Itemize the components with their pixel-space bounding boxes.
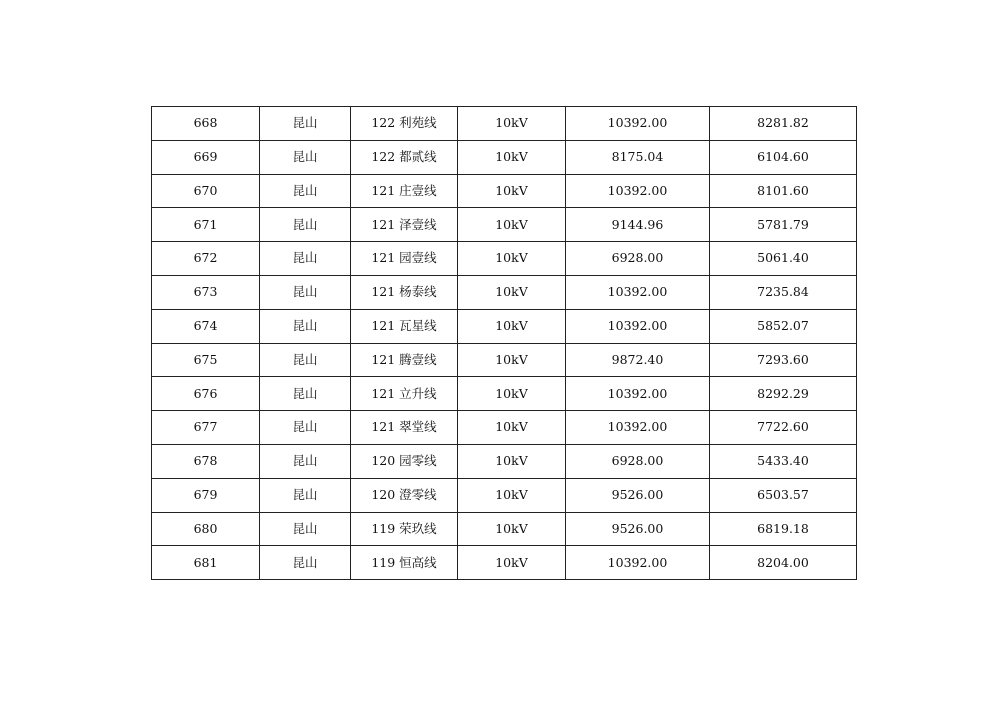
- line-name-cell: 121 杨泰线: [351, 275, 458, 309]
- row-number-cell: 670: [152, 174, 260, 208]
- capacity-cell: 9526.00: [566, 512, 710, 546]
- load-cell: 6104.60: [710, 140, 857, 174]
- capacity-cell: 9144.96: [566, 208, 710, 242]
- table-row: [152, 377, 857, 411]
- table-row: [152, 208, 857, 242]
- load-cell: 5852.07: [710, 309, 857, 343]
- voltage-cell: 10kV: [458, 411, 566, 445]
- voltage-cell: 10kV: [458, 140, 566, 174]
- line-name-cell: 121 立升线: [351, 377, 458, 411]
- line-name-cell: 119 恒高线: [351, 546, 458, 580]
- load-cell: 5433.40: [710, 444, 857, 478]
- line-name-cell: 121 瓦星线: [351, 309, 458, 343]
- line-name-cell: 120 澄零线: [351, 478, 458, 512]
- voltage-cell: 10kV: [458, 546, 566, 580]
- row-number-cell: 678: [152, 444, 260, 478]
- load-cell: 7235.84: [710, 275, 857, 309]
- load-cell: 8101.60: [710, 174, 857, 208]
- row-number-cell: 675: [152, 343, 260, 377]
- voltage-cell: 10kV: [458, 174, 566, 208]
- line-name-cell: 119 荣玖线: [351, 512, 458, 546]
- voltage-cell: 10kV: [458, 208, 566, 242]
- capacity-cell: 6928.00: [566, 444, 710, 478]
- table-row: [152, 343, 857, 377]
- voltage-cell: 10kV: [458, 309, 566, 343]
- line-name-cell: 121 翠堂线: [351, 411, 458, 445]
- area-cell: 昆山: [260, 377, 351, 411]
- line-name-cell: 121 庄壹线: [351, 174, 458, 208]
- capacity-cell: 10392.00: [566, 309, 710, 343]
- load-cell: 8292.29: [710, 377, 857, 411]
- capacity-cell: 8175.04: [566, 140, 710, 174]
- load-cell: 5061.40: [710, 242, 857, 276]
- load-cell: 8281.82: [710, 107, 857, 141]
- area-cell: 昆山: [260, 411, 351, 445]
- table-row: [152, 242, 857, 276]
- voltage-cell: 10kV: [458, 478, 566, 512]
- load-cell: 7722.60: [710, 411, 857, 445]
- row-number-cell: 672: [152, 242, 260, 276]
- line-name-cell: 121 园壹线: [351, 242, 458, 276]
- area-cell: 昆山: [260, 444, 351, 478]
- capacity-cell: 9872.40: [566, 343, 710, 377]
- capacity-cell: 10392.00: [566, 107, 710, 141]
- load-cell: 5781.79: [710, 208, 857, 242]
- voltage-cell: 10kV: [458, 377, 566, 411]
- capacity-cell: 10392.00: [566, 377, 710, 411]
- capacity-cell: 9526.00: [566, 478, 710, 512]
- area-cell: 昆山: [260, 546, 351, 580]
- capacity-cell: 10392.00: [566, 174, 710, 208]
- area-cell: 昆山: [260, 343, 351, 377]
- area-cell: 昆山: [260, 478, 351, 512]
- line-name-cell: 122 都贰线: [351, 140, 458, 174]
- capacity-cell: 6928.00: [566, 242, 710, 276]
- voltage-cell: 10kV: [458, 343, 566, 377]
- line-name-cell: 121 腾壹线: [351, 343, 458, 377]
- table-body: [152, 107, 857, 580]
- row-number-cell: 679: [152, 478, 260, 512]
- load-cell: 8204.00: [710, 546, 857, 580]
- load-cell: 7293.60: [710, 343, 857, 377]
- voltage-cell: 10kV: [458, 242, 566, 276]
- row-number-cell: 680: [152, 512, 260, 546]
- line-name-cell: 120 园零线: [351, 444, 458, 478]
- area-cell: 昆山: [260, 275, 351, 309]
- row-number-cell: 669: [152, 140, 260, 174]
- table-row: [152, 140, 857, 174]
- area-cell: 昆山: [260, 242, 351, 276]
- row-number-cell: 681: [152, 546, 260, 580]
- voltage-cell: 10kV: [458, 107, 566, 141]
- row-number-cell: 673: [152, 275, 260, 309]
- voltage-cell: 10kV: [458, 512, 566, 546]
- capacity-cell: 10392.00: [566, 546, 710, 580]
- row-number-cell: 671: [152, 208, 260, 242]
- line-capacity-table: [151, 106, 857, 580]
- table-row: [152, 546, 857, 580]
- line-name-cell: 121 泽壹线: [351, 208, 458, 242]
- table-row: [152, 275, 857, 309]
- load-cell: 6503.57: [710, 478, 857, 512]
- line-name-cell: 122 利苑线: [351, 107, 458, 141]
- table-row: [152, 478, 857, 512]
- row-number-cell: 676: [152, 377, 260, 411]
- area-cell: 昆山: [260, 107, 351, 141]
- table-row: [152, 512, 857, 546]
- area-cell: 昆山: [260, 174, 351, 208]
- table-row: [152, 309, 857, 343]
- capacity-cell: 10392.00: [566, 275, 710, 309]
- area-cell: 昆山: [260, 512, 351, 546]
- voltage-cell: 10kV: [458, 275, 566, 309]
- row-number-cell: 668: [152, 107, 260, 141]
- row-number-cell: 677: [152, 411, 260, 445]
- table-row: [152, 174, 857, 208]
- row-number-cell: 674: [152, 309, 260, 343]
- table-row: [152, 444, 857, 478]
- table-row: [152, 107, 857, 141]
- table-row: [152, 411, 857, 445]
- area-cell: 昆山: [260, 208, 351, 242]
- area-cell: 昆山: [260, 309, 351, 343]
- voltage-cell: 10kV: [458, 444, 566, 478]
- area-cell: 昆山: [260, 140, 351, 174]
- load-cell: 6819.18: [710, 512, 857, 546]
- capacity-cell: 10392.00: [566, 411, 710, 445]
